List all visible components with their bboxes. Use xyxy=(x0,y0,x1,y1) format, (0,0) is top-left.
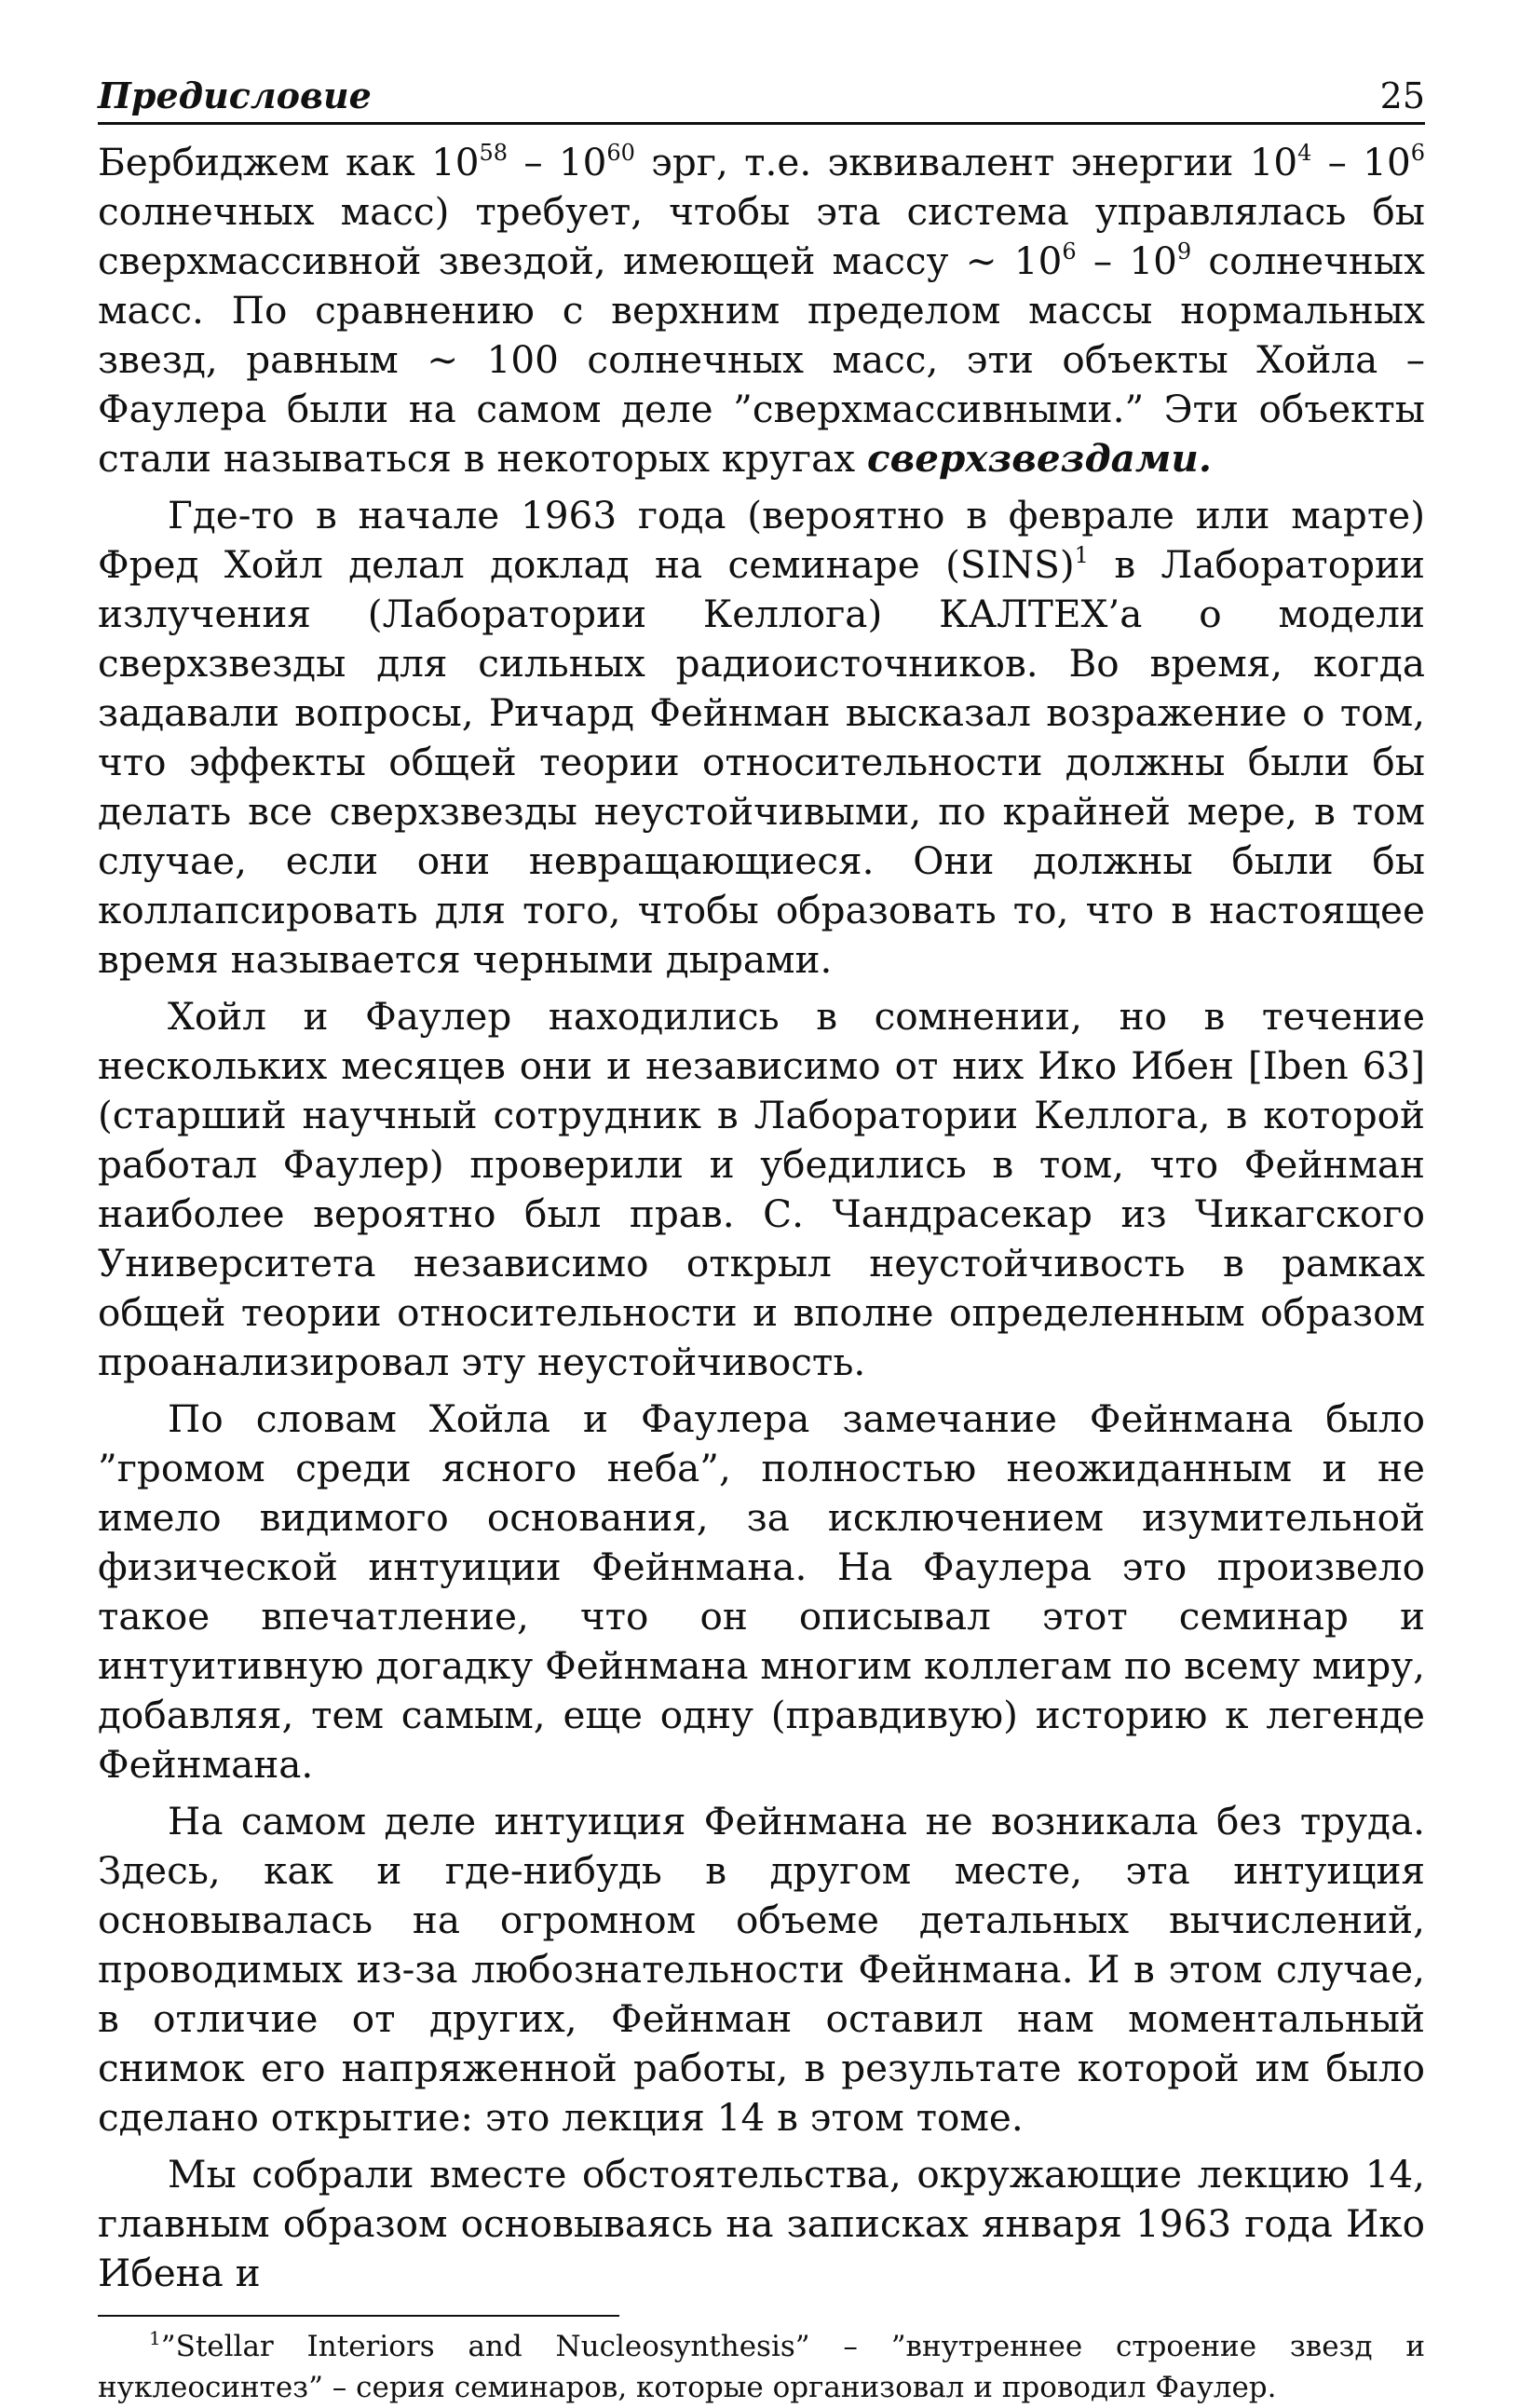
footnote xyxy=(98,2326,1425,2408)
emphasis-superstars: сверхзвездами. xyxy=(866,436,1212,481)
footnote-text: ”Stellar Interiors and Nucleosynthesis” – ”внутреннее строение звезд и нуклеосинтез” – серия семинаров, которые организовал и проводил Фаулер. xyxy=(98,2330,1425,2404)
running-header xyxy=(98,75,1425,125)
footnote-marker: 1 xyxy=(149,2327,161,2349)
paragraph-4: По словам Хойла и Фаулера замечание Фейнмана было ”громом среди ясного неба”, полностью неожиданным и не имело видимого основания, за исключением изумительной физической интуиции Фейнмана. На Фаулера это произвело такое впечатление, что он описывал этот семинар и интуитивную догадку Фейнмана многим коллегам по всему миру, добавляя, тем самым, еще одну (правдивую) историю к легенде Фейнмана. xyxy=(98,1396,1425,1787)
paragraph-6: Мы собрали вместе обстоятельства, окружающие лекцию 14, главным образом основываясь на записках января 1963 года Ико Ибена и xyxy=(98,2152,1425,2295)
footnote-ref[interactable]: 1 xyxy=(1074,542,1089,568)
main-text xyxy=(98,138,1425,2298)
paragraph-1: Бербиджем как $10^{58} - 10^{60}$ эрг, т.е. эквивалент энергии $10^4 - 10^6$ солнечных масс) требует, чтобы эта система управлялась бы сверхмассивной звездой, имеющей массу ∼ $10^6 - 10^9$ солнечных масс. По сравнению с верхним пределом массы нормальных звезд, равным ∼ 100 солнечных масс, эти объекты Хойла – Фаулера были на самом деле ”сверхмассивными.” Эти объекты стали называться в некоторых кругах сверхзвездами. xyxy=(98,140,1425,481)
book-page xyxy=(98,75,1425,2408)
running-title: Предисловие xyxy=(98,75,372,116)
page-number: 25 xyxy=(1379,75,1425,116)
paragraph-3: Хойл и Фаулер находились в сомнении, но в течение нескольких месяцев они и независимо от них Ико Ибен [Iben 63] (старший научный сотрудник в Лаборатории Келлога, в которой работал Фаулер) проверили и убедились в том, что Фейнман наиболее вероятно был прав. С. Чандрасекар из Чикагского Университета независимо открыл неустойчивость в рамках общей теории относительности и вполне определенным образом проанализировал эту неустойчивость. xyxy=(98,994,1425,1384)
footnote-divider xyxy=(98,2315,619,2317)
paragraph-2: Где-то в начале 1963 года (вероятно в феврале или марте) Фред Хойл делал доклад на семинаре (SINS)$^1$ в Лаборатории излучения (Лаборатории Келлога) КАЛТЕХ’а о модели сверхзвезды для сильных радиоисточников. Во время, когда задавали вопросы, Ричард Фейнман высказал возражение о том, что эффекты общей теории относительности должны были бы делать все сверхзвезды неустойчивыми, по крайней мере, в том случае, если они невращающиеся. Они должны были бы коллапсировать для того, чтобы образовать то, что в настоящее время называется черными дырами. xyxy=(98,493,1426,982)
paragraph-5: На самом деле интуиция Фейнмана не возникала без труда. Здесь, как и где-нибудь в другом месте, эта интуиция основывалась на огромном объеме детальных вычислений, проводимых из-за любознательности Фейнмана. И в этом случае, в отличие от других, Фейнман оставил нам моментальный снимок его напряженной работы, в результате которой им было сделано открытие: это лекция 14 в этом томе. xyxy=(98,1799,1425,2140)
